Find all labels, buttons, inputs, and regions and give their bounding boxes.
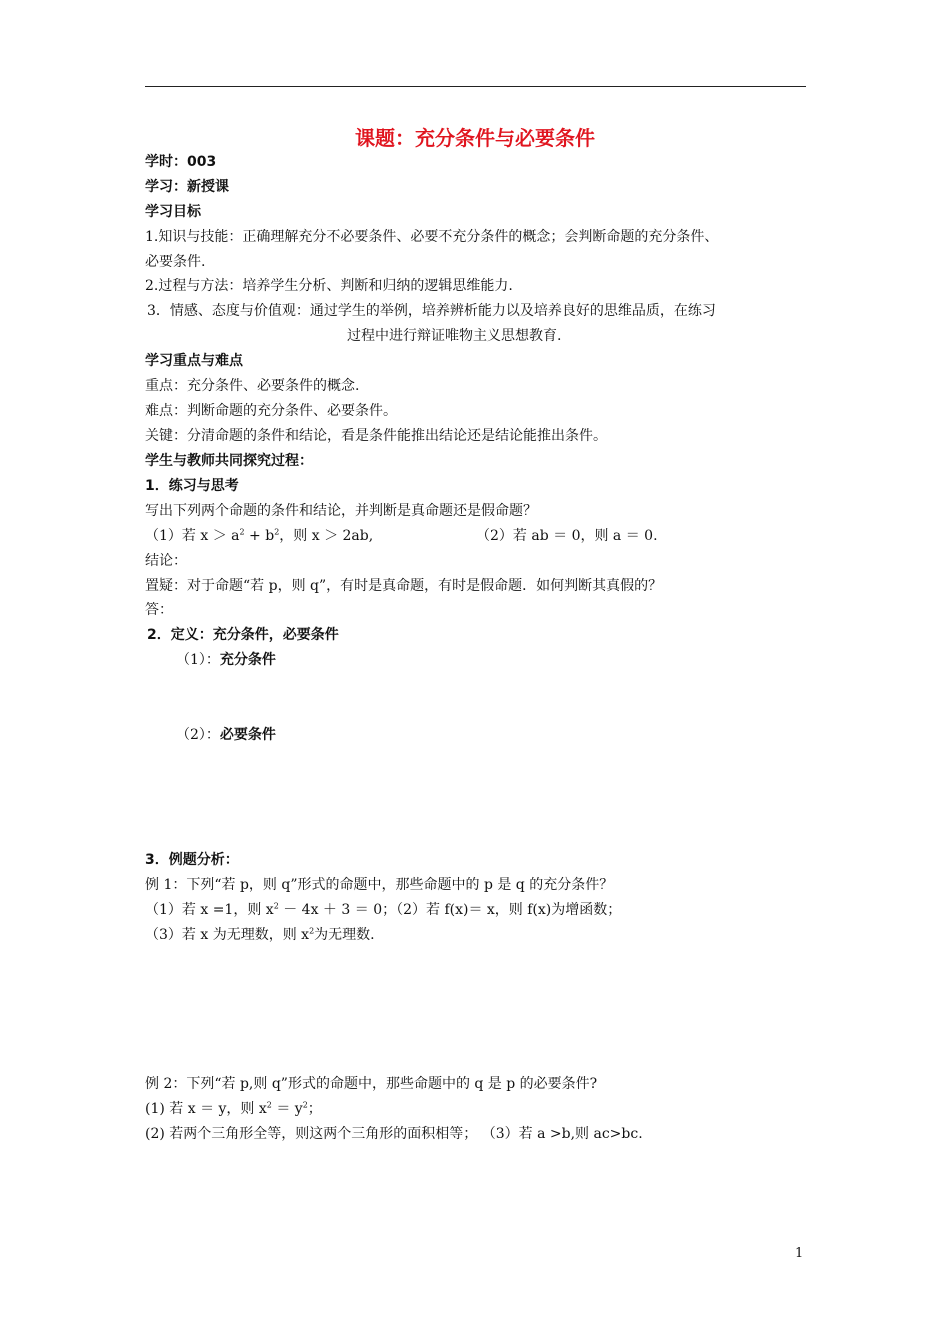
example-1-stem: 例 1：下列“若 p，则 q”形式的命题中，那些命题中的 p 是 q 的充分条件？ <box>145 877 614 893</box>
section-1-question-2: （2）若 ab ＝ 0，则 a ＝ 0. <box>476 528 658 544</box>
answer-label: 答： <box>145 602 173 618</box>
difficulty-line: 难点：判断命题的充分条件、必要条件。 <box>145 403 397 419</box>
section-1-heading: 1．练习与思考 <box>145 478 239 494</box>
example-2-line-2: (2) 若两个三角形全等，则这两个三角形的面积相等； （3）若 a >b,则 ac>bc. <box>145 1126 643 1142</box>
conclusion-label: 结论： <box>145 553 187 569</box>
focus-line: 重点：充分条件、必要条件的概念. <box>145 378 360 394</box>
page-number: 1 <box>795 1246 804 1261</box>
key-points-heading: 学习重点与难点 <box>145 353 243 369</box>
example-2-line-1: (1) 若 x ＝ y，则 $x^2 = y^2$； <box>145 1100 322 1117</box>
lesson-type: 学习：新授课 <box>145 179 229 195</box>
objectives-heading: 学习目标 <box>145 204 201 220</box>
study-hours: 学时：003 <box>145 154 217 170</box>
objective-2: 2.过程与方法：培养学生分析、判断和归纳的逻辑思维能力. <box>145 278 513 294</box>
example-1-line-1: （1）若 x =1，则 $x^2 - 4x + 3 = 0$；（2）若 f(x)＝ x，则 f(x)为增函数； <box>145 901 622 918</box>
page-title: 课题：充分条件与必要条件 <box>355 126 595 150</box>
definition-necessary: （2）：必要条件 <box>176 727 276 743</box>
objective-3-line-2: 过程中进行辩证唯物主义思想教育. <box>347 328 562 344</box>
doubt-question: 置疑：对于命题“若 p，则 q”，有时是真命题，有时是假命题．如何判断其真假的？ <box>145 578 663 594</box>
key-line: 关键：分清命题的条件和结论，看是条件能推出结论还是结论能推出条件。 <box>145 428 607 444</box>
example-2-stem: 例 2：下列“若 p,则 q”形式的命题中，那些命题中的 q 是 p 的必要条件? <box>145 1076 598 1092</box>
header-rule <box>145 86 806 87</box>
objective-1-line-1: 1.知识与技能：正确理解充分不必要条件、必要不充分条件的概念；会判断命题的充分条件、 <box>145 229 719 245</box>
section-1-prompt: 写出下列两个命题的条件和结论，并判断是真命题还是假命题？ <box>145 503 537 519</box>
section-3-heading: 3．例题分析： <box>145 852 239 868</box>
objective-3-line-1: 3．情感、态度与价值观：通过学生的举例，培养辨析能力以及培养良好的思维品质，在练习 <box>147 303 716 319</box>
process-heading: 学生与教师共同探究过程： <box>145 453 313 469</box>
section-2-heading: 2．定义：充分条件，必要条件 <box>147 627 339 643</box>
example-1-line-2: （3）若 x 为无理数，则 $x^2$为无理数. <box>145 926 375 943</box>
objective-1-line-2: 必要条件. <box>145 254 206 270</box>
definition-sufficient: （1）：充分条件 <box>176 652 276 668</box>
section-1-question-1: （1）若 $x > a^2 + b^2$，则 x ＞ 2ab, <box>145 527 374 544</box>
